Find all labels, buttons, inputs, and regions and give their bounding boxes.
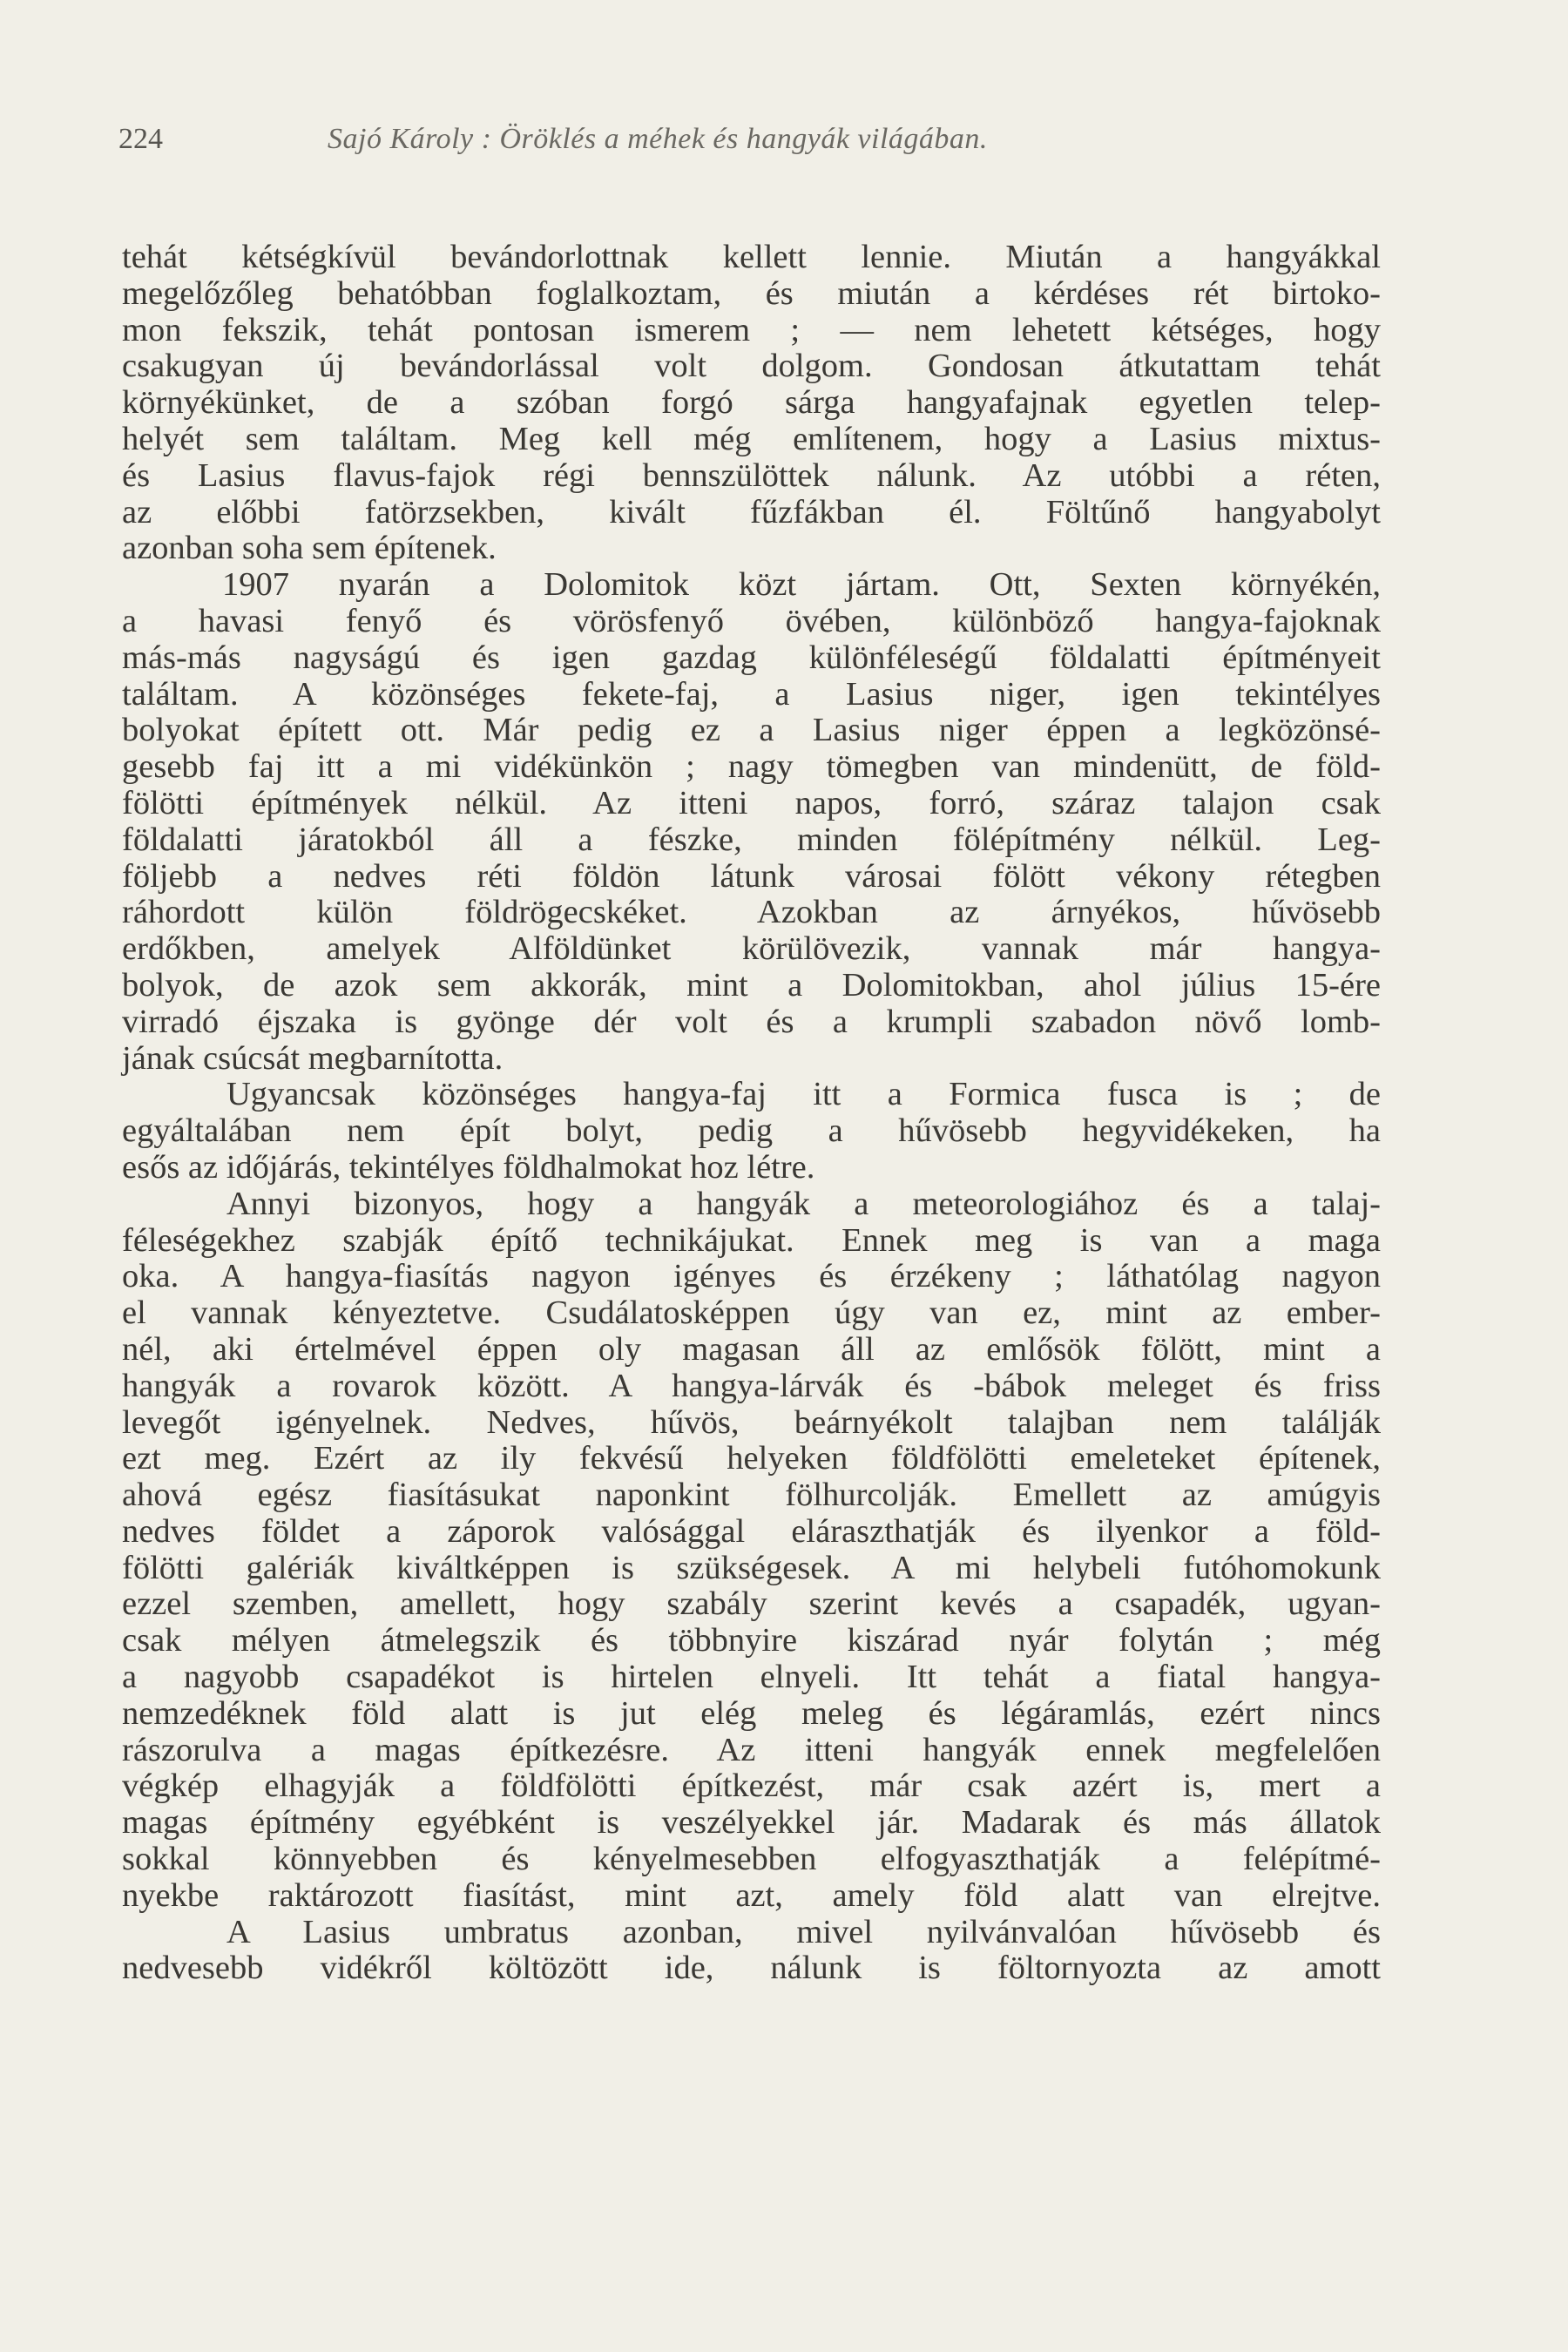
text-line: ezzel szemben, amellett, hogy szabály szerint kevés a csapadék, ugyan-: [122, 1585, 1381, 1623]
text-line: megelőzőleg behatóbban foglalkoztam, és miután a kérdéses rét birtoko-: [122, 274, 1381, 312]
text-line: Ugyancsak közönséges hangya-faj itt a Formica fusca is ; de: [226, 1076, 1381, 1113]
text-line: más-más nagyságú és igen gazdag különféleségű földalatti építményeit: [122, 639, 1381, 676]
text-line: környékünket, de a szóban forgó sárga hangyafajnak egyetlen telep-: [122, 384, 1381, 422]
text-line: földalatti járatokból áll a fészke, minden fölépítmény nélkül. Leg-: [122, 821, 1381, 858]
text-line: gesebb faj itt a mi vidékünkön ; nagy tömegben van mindenütt, de föld-: [122, 748, 1381, 786]
text-line: 1907 nyarán a Dolomitok közt jártam. Ott, Sexten környékén,: [222, 566, 1381, 604]
text-line: helyét sem találtam. Meg kell még említenem, hogy a Lasius mixtus-: [122, 420, 1381, 457]
text-line: hangyák a rovarok között. A hangya-lárvák és -bábok meleget és friss: [122, 1367, 1381, 1404]
text-line: magas építmény egyébként is veszélyekkel jár. Madarak és más állatok: [122, 1804, 1381, 1842]
text-line: esős az időjárás, tekintélyes földhalmokat hoz létre.: [122, 1148, 815, 1186]
text-line: rászorulva a magas építkezésre. Az itteni hangyák ennek megfelelően: [122, 1731, 1381, 1768]
text-line: végkép elhagyják a földfölötti építkezést, már csak azért is, mert a: [122, 1767, 1381, 1805]
text-line: oka. A hangya-fiasítás nagyon igényes és érzékeny ; láthatólag nagyon: [122, 1258, 1381, 1295]
text-line: nedves földet a záporok valósággal eláraszthatják és ilyenkor a föld-: [122, 1512, 1381, 1550]
text-line: fölötti galériák kiváltképpen is szükségesek. A mi helybeli futóhomokunk: [122, 1549, 1381, 1586]
text-line: és Lasius flavus-fajok régi bennszülöttek nálunk. Az utóbbi a réten,: [122, 456, 1381, 494]
text-line: nél, aki értelmével éppen oly magasan áll az emlősök fölött, mint a: [122, 1330, 1381, 1368]
text-line: mon fekszik, tehát pontosan ismerem ; — nem lehetett kétséges, hogy: [122, 311, 1381, 348]
text-line: nyekbe raktározott fiasítást, mint azt, amely föld alatt van elrejtve.: [122, 1876, 1381, 1914]
text-line: tehát kétségkívül bevándorlottnak kellett lennie. Miután a hangyákkal: [122, 239, 1381, 275]
text-line: a nagyobb csapadékot is hirtelen elnyeli. Itt tehát a fiatal hangya-: [122, 1659, 1381, 1696]
text-line: Annyi bizonyos, hogy a hangyák a meteorologiához és a talaj-: [226, 1185, 1381, 1222]
text-line: egyáltalában nem épít bolyt, pedig a hűvösebb hegyvidékeken, ha: [122, 1112, 1381, 1150]
text-line: a havasi fenyő és vörösfenyő övében, különböző hangya-fajoknak: [122, 602, 1381, 639]
text-line: nedvesebb vidékről költözött ide, nálunk is föltornyozta az amott: [122, 1950, 1381, 1987]
text-line: el vannak kényeztetve. Csudálatosképpen úgy van ez, mint az ember-: [122, 1294, 1381, 1332]
text-line: levegőt igényelnek. Nedves, hűvös, beárnyékolt talajban nem találják: [122, 1403, 1381, 1441]
text-line: féleségekhez szabják építő technikájukat. Ennek meg is van a maga: [122, 1221, 1381, 1259]
text-line: azonban soha sem építenek.: [122, 530, 497, 567]
body-text: [122, 240, 1381, 1987]
text-line: az előbbi fatörzsekben, kivált fűzfákban él. Föltűnő hangyabolyt: [122, 493, 1381, 531]
text-line: A Lasius umbratus azonban, mivel nyilvánvalóan hűvösebb és: [226, 1913, 1381, 1950]
page-number: 224: [118, 123, 163, 155]
text-line: fölötti építmények nélkül. Az itteni napos, forró, száraz talajon csak: [122, 784, 1381, 821]
text-line: virradó éjszaka is gyönge dér volt és a krumpli szabadon növő lomb-: [122, 1003, 1381, 1040]
text-line: csak mélyen átmelegszik és többnyire kiszárad nyár folytán ; még: [122, 1622, 1381, 1659]
text-line: bolyokat épített ott. Már pedig ez a Lasius niger éppen a legközönsé-: [122, 712, 1381, 749]
text-line: nemzedéknek föld alatt is jut elég meleg és légáramlás, ezért nincs: [122, 1694, 1381, 1732]
text-line: sokkal könnyebben és kényelmesebben elfogyaszthatják a felépítmé-: [122, 1841, 1381, 1878]
text-line: bolyok, de azok sem akkorák, mint a Dolomitokban, ahol július 15-ére: [122, 966, 1381, 1004]
page-header: [118, 122, 1173, 174]
text-line: ezt meg. Ezért az ily fekvésű helyeken földfölötti emeleteket építenek,: [122, 1440, 1381, 1477]
text-line: ráhordott külön földrögecskéket. Azokban az árnyékos, hűvösebb: [122, 894, 1381, 931]
text-line: följebb a nedves réti földön látunk városai fölött vékony rétegben: [122, 857, 1381, 895]
text-line: erdőkben, amelyek Alföldünket körülövezik, vannak már hangya-: [122, 930, 1381, 968]
text-line: találtam. A közönséges fekete-faj, a Lasius niger, igen tekintélyes: [122, 675, 1381, 713]
running-title: Sajó Károly : Öröklés a méhek és hangyák világában.: [328, 123, 988, 155]
text-line: ahová egész fiasításukat naponkint fölhurcolják. Emellett az amúgyis: [122, 1477, 1381, 1514]
text-line: csakugyan új bevándorlással volt dolgom. Gondosan átkutattam tehát: [122, 348, 1381, 385]
text-line: jának csúcsát megbarnította.: [122, 1039, 504, 1077]
